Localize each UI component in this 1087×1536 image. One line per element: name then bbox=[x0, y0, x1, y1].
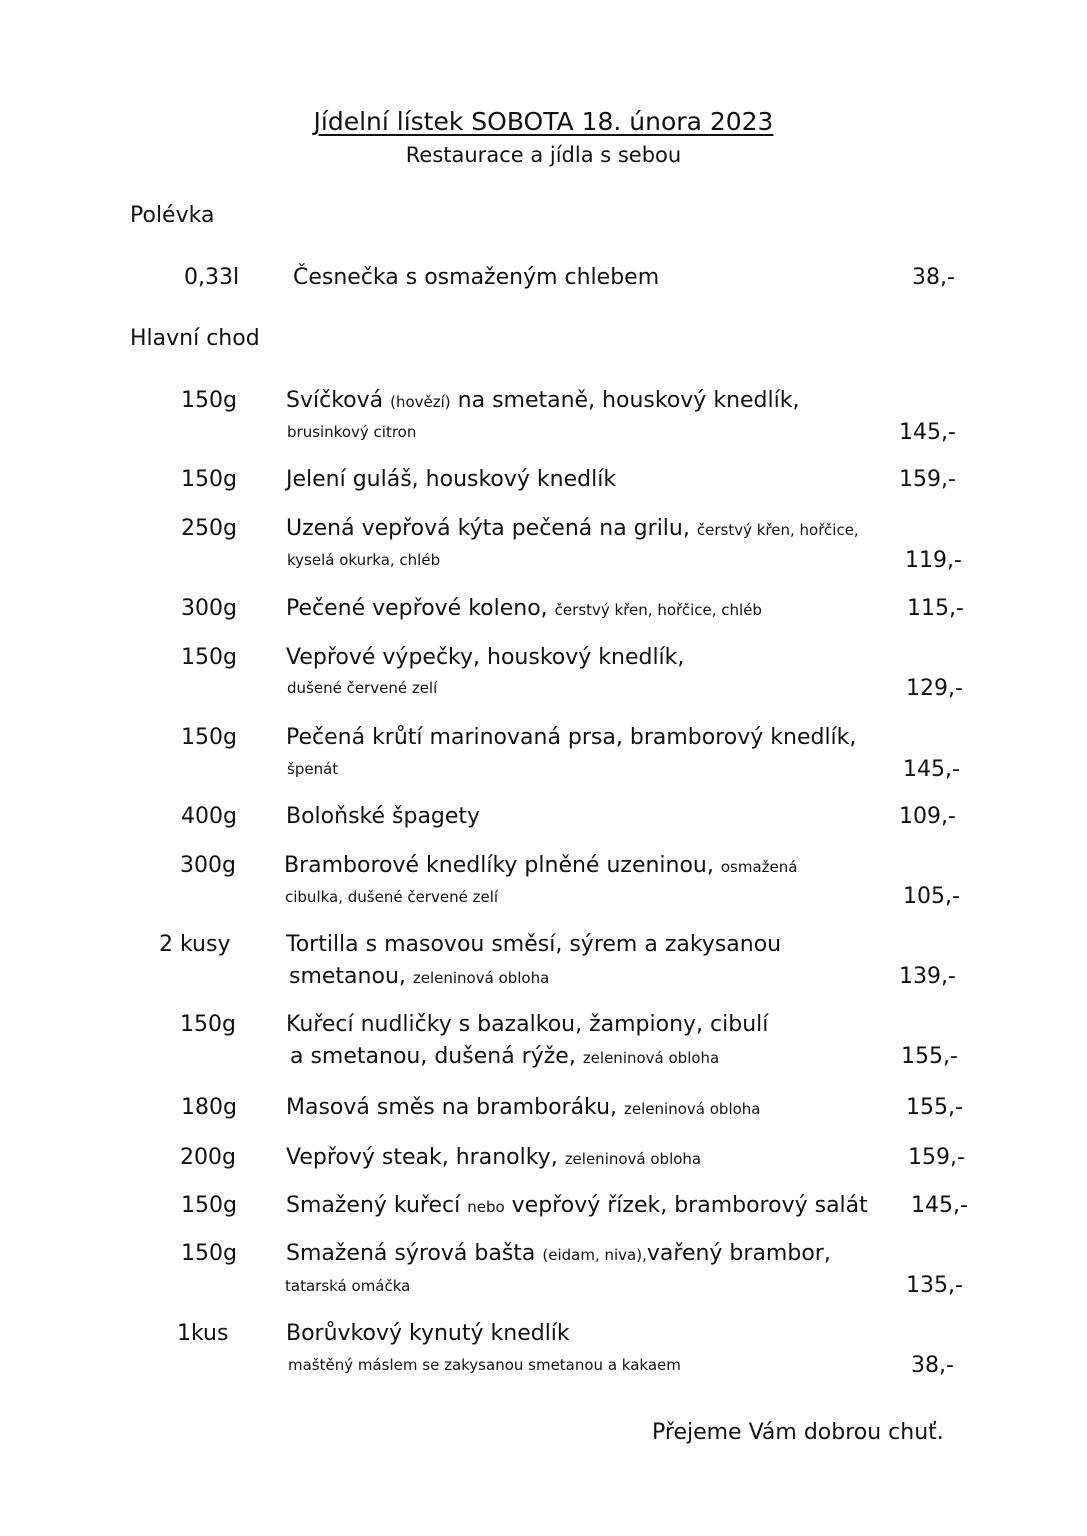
item-name: Masová směs na bramboráku, zeleninová obloha bbox=[286, 1095, 761, 1120]
item-quantity: 2 kusy bbox=[159, 932, 231, 957]
item-name: Uzená vepřová kýta pečená na grilu, čerstvý křen, hořčice, bbox=[286, 516, 859, 541]
item-quantity: 300g bbox=[181, 596, 237, 621]
item-name: Borůvkový kynutý knedlík bbox=[286, 1321, 570, 1346]
item-quantity: 250g bbox=[181, 516, 237, 541]
item-price: 115,- bbox=[907, 596, 964, 621]
item-quantity: 150g bbox=[181, 467, 237, 492]
item-side: špenát bbox=[287, 760, 339, 778]
item-price: 155,- bbox=[906, 1095, 963, 1120]
item-price: 159,- bbox=[899, 467, 956, 492]
item-name: Vepřový steak, hranolky, zeleninová obloha bbox=[286, 1145, 702, 1170]
section-heading-main: Hlavní chod bbox=[130, 326, 260, 351]
item-side: brusinkový citron bbox=[287, 423, 417, 441]
item-price: 155,- bbox=[901, 1044, 958, 1069]
item-quantity: 150g bbox=[181, 388, 237, 413]
item-name: Smažená sýrová bašta (eidam, niva),vařený brambor, bbox=[286, 1241, 831, 1266]
item-quantity: 150g bbox=[181, 645, 237, 670]
footer-wish: Přejeme Vám dobrou chuť. bbox=[652, 1420, 944, 1445]
item-quantity: 150g bbox=[181, 1241, 237, 1266]
item-name: Pečená krůtí marinovaná prsa, bramborový knedlík, bbox=[286, 725, 857, 750]
soup-quantity: 0,33l bbox=[184, 265, 240, 290]
item-price: 135,- bbox=[906, 1273, 963, 1298]
item-price: 129,- bbox=[906, 676, 963, 701]
item-quantity: 400g bbox=[181, 804, 237, 829]
item-price: 105,- bbox=[903, 884, 960, 909]
item-price: 145,- bbox=[899, 420, 956, 445]
item-price: 145,- bbox=[911, 1193, 968, 1218]
item-quantity: 1kus bbox=[177, 1321, 229, 1346]
item-name: Svíčková (hovězí) na smetaně, houskový knedlík, bbox=[286, 388, 800, 413]
item-quantity: 150g bbox=[181, 1193, 237, 1218]
item-price: 119,- bbox=[905, 548, 962, 573]
item-name: Smažený kuřecí nebo vepřový řízek, bramborový salát bbox=[286, 1193, 868, 1218]
item-name: Pečené vepřové koleno, čerstvý křen, hořčice, chléb bbox=[286, 596, 762, 621]
item-name: Kuřecí nudličky s bazalkou, žampiony, cibulí bbox=[286, 1012, 769, 1037]
page-title: Jídelní lístek SOBOTA 18. února 2023 bbox=[313, 107, 774, 136]
item-name: Jelení guláš, houskový knedlík bbox=[286, 467, 617, 492]
soup-price: 38,- bbox=[912, 265, 955, 290]
item-price: 38,- bbox=[911, 1353, 954, 1378]
item-side: tatarská omáčka bbox=[285, 1277, 411, 1295]
item-side: cibulka, dušené červené zelí bbox=[285, 888, 499, 906]
soup-name: Česnečka s osmaženým chlebem bbox=[293, 265, 660, 290]
item-quantity: 150g bbox=[180, 1012, 236, 1037]
item-price: 145,- bbox=[903, 757, 960, 782]
item-quantity: 180g bbox=[181, 1095, 237, 1120]
item-price: 139,- bbox=[899, 964, 956, 989]
item-name: Bramborové knedlíky plněné uzeninou, osmažená bbox=[284, 853, 798, 878]
item-quantity: 150g bbox=[181, 725, 237, 750]
item-name-cont: smetanou, zeleninová obloha bbox=[289, 964, 550, 989]
item-side: maštěný máslem se zakysanou smetanou a kakaem bbox=[288, 1356, 681, 1374]
page-subtitle: Restaurace a jídla s sebou bbox=[405, 143, 682, 167]
item-price: 109,- bbox=[899, 804, 956, 829]
item-name-cont: a smetanou, dušená rýže, zeleninová obloha bbox=[290, 1044, 720, 1069]
section-heading-soup: Polévka bbox=[130, 203, 215, 228]
item-name: Tortilla s masovou směsí, sýrem a zakysanou bbox=[286, 932, 782, 957]
item-side: kyselá okurka, chléb bbox=[287, 551, 441, 569]
item-quantity: 300g bbox=[180, 853, 236, 878]
item-quantity: 200g bbox=[180, 1145, 236, 1170]
item-price: 159,- bbox=[908, 1145, 965, 1170]
item-side: dušené červené zelí bbox=[287, 679, 438, 697]
item-name: Vepřové výpečky, houskový knedlík, bbox=[286, 645, 685, 670]
item-name: Boloňské špagety bbox=[286, 804, 481, 829]
